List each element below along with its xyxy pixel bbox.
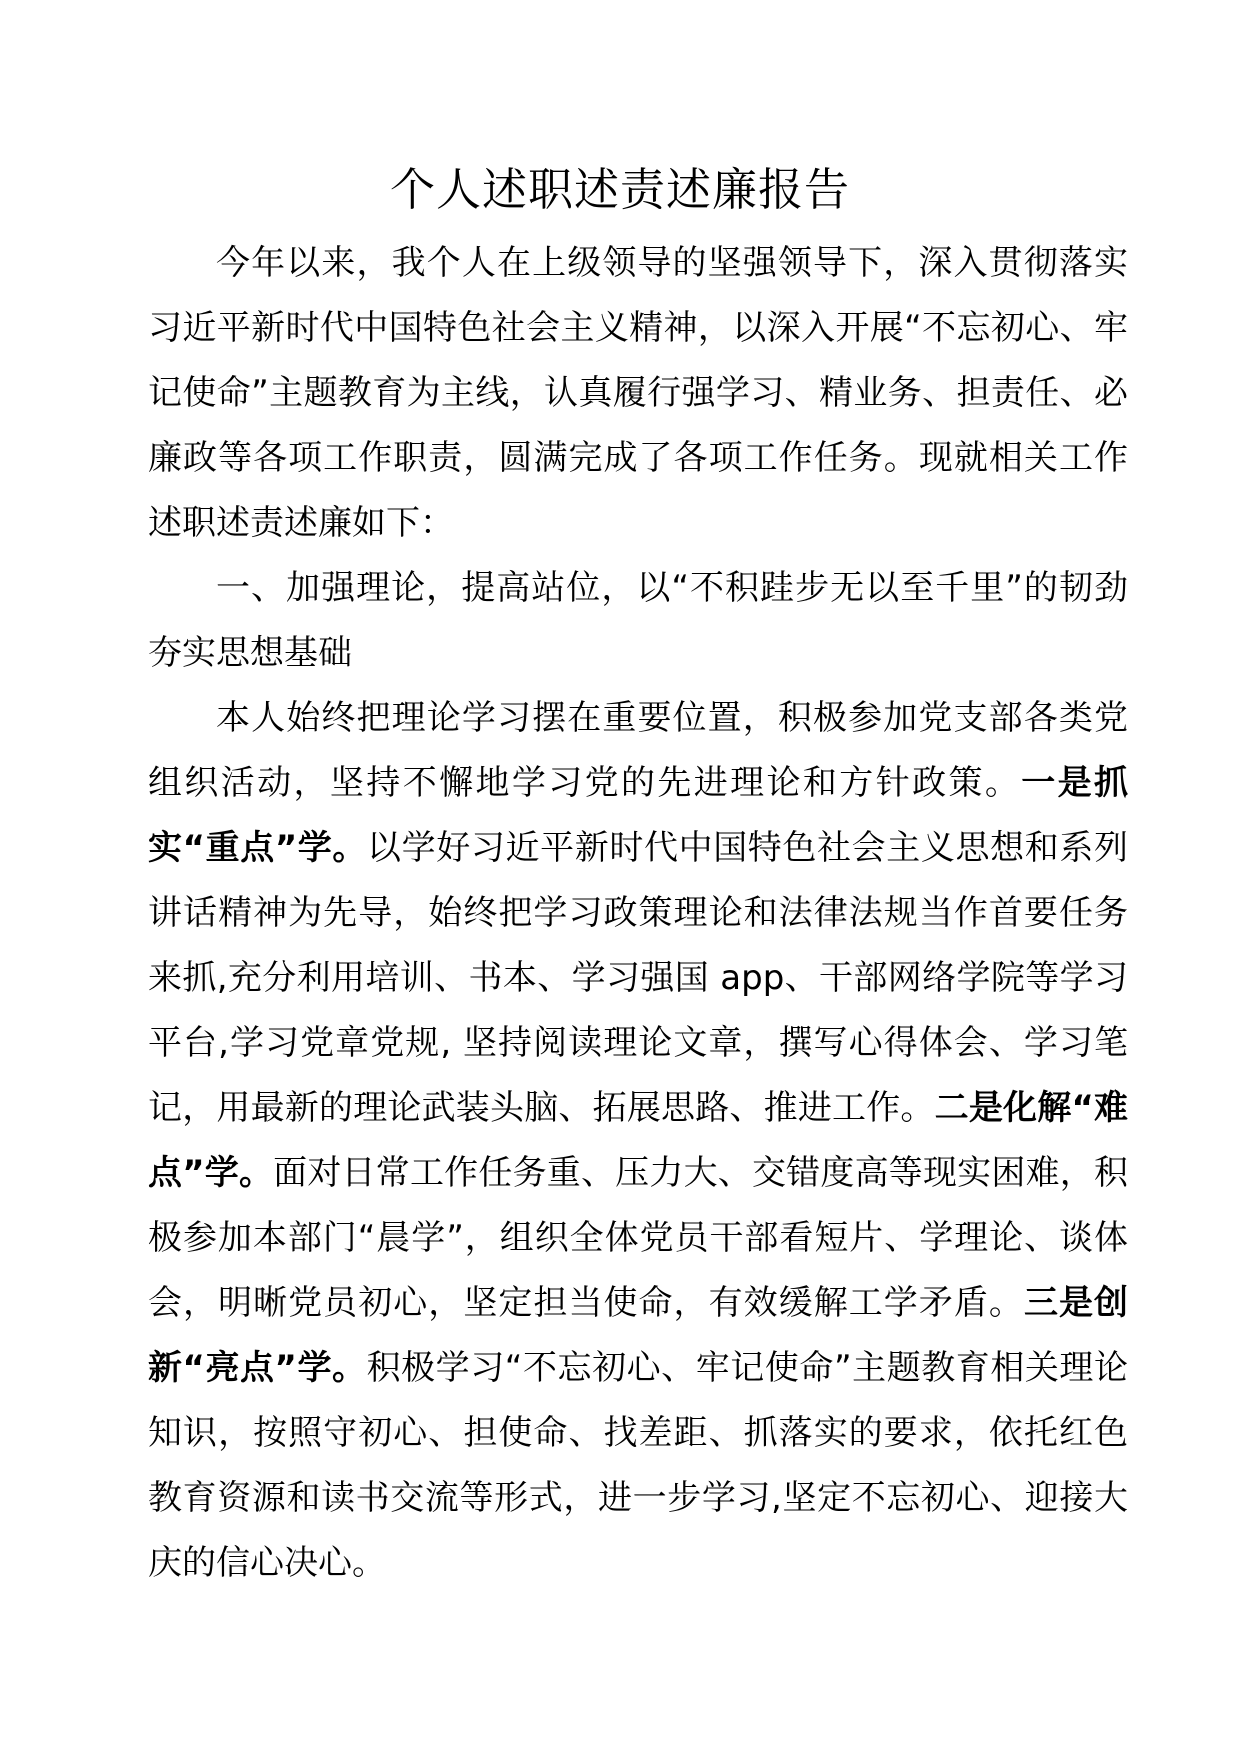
point-two-text: 面对日常工作任务重、压力大、交错度高等现实困难，积极参加本部门“晨学”，组织全体党员干部看短片、学理论、谈体会，明晰党员初心，坚定担当使命，有效缓解工学矛盾。 [148,1153,1128,1323]
intro-paragraph: 今年以来，我个人在上级领导的坚强领导下，深入贯彻落实习近平新时代中国特色社会主义精神，以深入开展“不忘初心、牢记使命”主题教育为主线，认真履行强学习、精业务、担责任、必廉政等各项工作职责，圆满完成了各项工作任务。现就相关工作述职述责述廉如下： [148,243,1128,543]
point-three-text: 积极学习“不忘初心、牢记使命”主题教育相关理论知识，按照守初心、担使命、找差距、抓落实的要求，依托红色教育资源和读书交流等形式，进一步学习,坚定不忘初心、迎接大庆的信心决心。 [148,1348,1128,1583]
point-three-label: 三是创新“亮点”学。 [148,1283,1129,1388]
paragraph-opening: 本人始终把理论学习摆在重要位置，积极参加党支部各类党组织活动，坚持不懈地学习党的先进理论和方针政策。 [148,698,1128,803]
point-one-text: 以学好习近平新时代中国特色社会主义思想和系列讲话精神为先导，始终把学习政策理论和法律法规当作首要任务来抓,充分利用培训、书本、学习强国 app、干部网络学院等学习平台,学习党章党规, 坚持阅读理论文章，撰写心得体会、学习笔记，用最新的理论武装头脑、拓展思路、推进工作。 [148,828,1128,1128]
section-heading: 一、加强理论，提高站位，以“不积跬步无以至千里”的韧劲夯实思想基础 [148,568,1128,673]
document-body [148,231,1128,1596]
point-two-label: 二是化解“难点”学。 [148,1088,1128,1193]
section-paragraph [148,686,1128,1596]
document-title: 个人述职述责述廉报告 [389,163,850,216]
point-one-label: 一是抓实“重点”学。 [148,763,1129,868]
